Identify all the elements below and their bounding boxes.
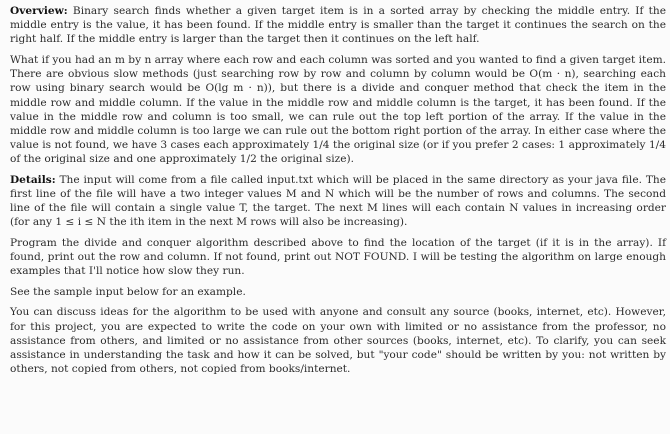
program-paragraph	[10, 236, 666, 279]
overview-label: Overview:	[10, 5, 68, 17]
policy-text: You can discuss ideas for the algorithm to be used with anyone and consult any source (books, internet, etc). However, for this project, you are expected to write the code on your own with limited or no assistance from the professor, no assistance from others, and limited or no assistance from other sources (books, internet, etc). To clarify, you can seek assistance in understanding the task and how it can be solved, but "your code" should be written by you: not written by others, not copied from others, not copied from books/internet.	[10, 306, 666, 376]
policy-paragraph	[10, 305, 666, 376]
matrix-problem-paragraph	[10, 53, 666, 167]
matrix-problem-text: What if you had an m by n array where each row and each column was sorted and you wanted to find a given target item. There are obvious slow methods (just searching row by row and column by column would be O(m · n), searching each row using binary search would be O(lg m · n)), but there is a divide and conquer method that check the item in the middle row and middle column. If the value in the middle row and middle column is the target, it has been found. If the value in the middle row and column is too small, we can rule out the top left portion of the array. If the value in the middle row and middle column is too large we can rule out the bottom right portion of the array. In either case where the value is not found, we have 3 cases each approximately 1/4 the original size (or if you prefer 2 cases: 1 approximately 1/4 of the original size and one approximately 1/2 the original size).	[10, 53, 666, 166]
sample-paragraph	[10, 285, 666, 299]
overview-text: Binary search finds whether a given target item is in a sorted array by checking the middle entry. If the middle entry is the value, it has been found. If the middle entry is smaller than the target it continues the search on the right half. If the middle entry is larger than the target then it continues on the left half.	[10, 5, 666, 46]
assignment-document	[10, 4, 666, 383]
details-paragraph	[10, 173, 666, 230]
sample-text: See the sample input below for an example.	[10, 285, 246, 298]
program-text: Program the divide and conquer algorithm described above to find the location of the target (if it is in the array). If found, print out the row and column. If not found, print out NOT FOUND. I will be testing the algorithm on large enough examples that I'll notice how slow they run.	[10, 236, 666, 278]
overview-paragraph	[10, 4, 666, 47]
details-label: Details:	[10, 173, 56, 186]
details-text: The input will come from a file called input.txt which will be placed in the same directory as your java file. The first line of the file will have a two integer values M and N which will be the number of rows and columns. The second line of the file will contain a single value T, the target. The next M lines will each contain N values in increasing order (for any 1 ≤ i ≤ N the ith item in the next M rows will also be increasing).	[10, 173, 666, 229]
